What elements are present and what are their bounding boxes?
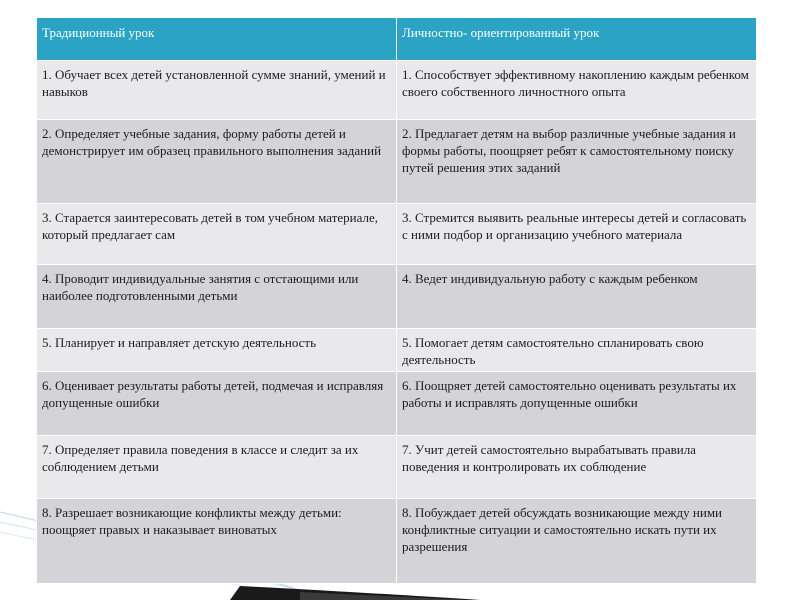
table-cell: 3. Стремится выявить реальные интересы детей и согласовать с ними подбор и организацию учебного материала (397, 203, 757, 264)
table-header-row (37, 18, 757, 61)
table-cell: 3. Старается заинтересовать детей в том учебном материале, который предлагает сам (37, 203, 397, 264)
comparison-table (36, 17, 757, 584)
table-cell: 8. Побуждает детей обсуждать возникающие между ними конфликтные ситуации и самостоятельно искать пути их разрешения (397, 499, 757, 584)
table-cell: 7. Определяет правила поведения в классе и следит за их соблюдением детьми (37, 436, 397, 499)
table-row (37, 436, 757, 499)
table-cell: 2. Определяет учебные задания, форму работы детей и демонстрирует им образец правильного выполнения заданий (37, 120, 397, 203)
table-row (37, 328, 757, 371)
table-cell: 5. Планирует и направляет детскую деятельность (37, 328, 397, 371)
table-row (37, 203, 757, 264)
header-traditional-lesson: Традиционный урок (37, 18, 397, 61)
table-cell: 8. Разрешает возникающие конфликты между детьми: поощряет правых и наказывает виноватых (37, 499, 397, 584)
header-person-oriented-lesson: Личностно- ориентированный урок (397, 18, 757, 61)
table-row (37, 499, 757, 584)
table-row (37, 61, 757, 120)
table-row (37, 265, 757, 328)
table-cell: 1. Обучает всех детей установленной сумме знаний, умений и навыков (37, 61, 397, 120)
table-row (37, 371, 757, 435)
table-cell: 7. Учит детей самостоятельно вырабатывать правила поведения и контролировать их соблюдение (397, 436, 757, 499)
table-cell: 6. Оценивает результаты работы детей, подмечая и исправляя допущенные ошибки (37, 371, 397, 435)
table-cell: 5. Помогает детям самостоятельно спланировать свою деятельность (397, 328, 757, 371)
table-cell: 6. Поощряет детей самостоятельно оценивать результаты их работы и исправлять допущенные ошибки (397, 371, 757, 435)
table-cell: 1. Способствует эффективному накоплению каждым ребенком своего собственного личностного опыта (397, 61, 757, 120)
table-cell: 2. Предлагает детям на выбор различные учебные задания и формы работы, поощряет ребят к самостоятельному поиску путей решения этих заданий (397, 120, 757, 203)
table-cell: 4. Ведет индивидуальную работу с каждым ребенком (397, 265, 757, 328)
table-cell: 4. Проводит индивидуальные занятия с отстающими или наиболее подготовленными детьми (37, 265, 397, 328)
table-row (37, 120, 757, 203)
